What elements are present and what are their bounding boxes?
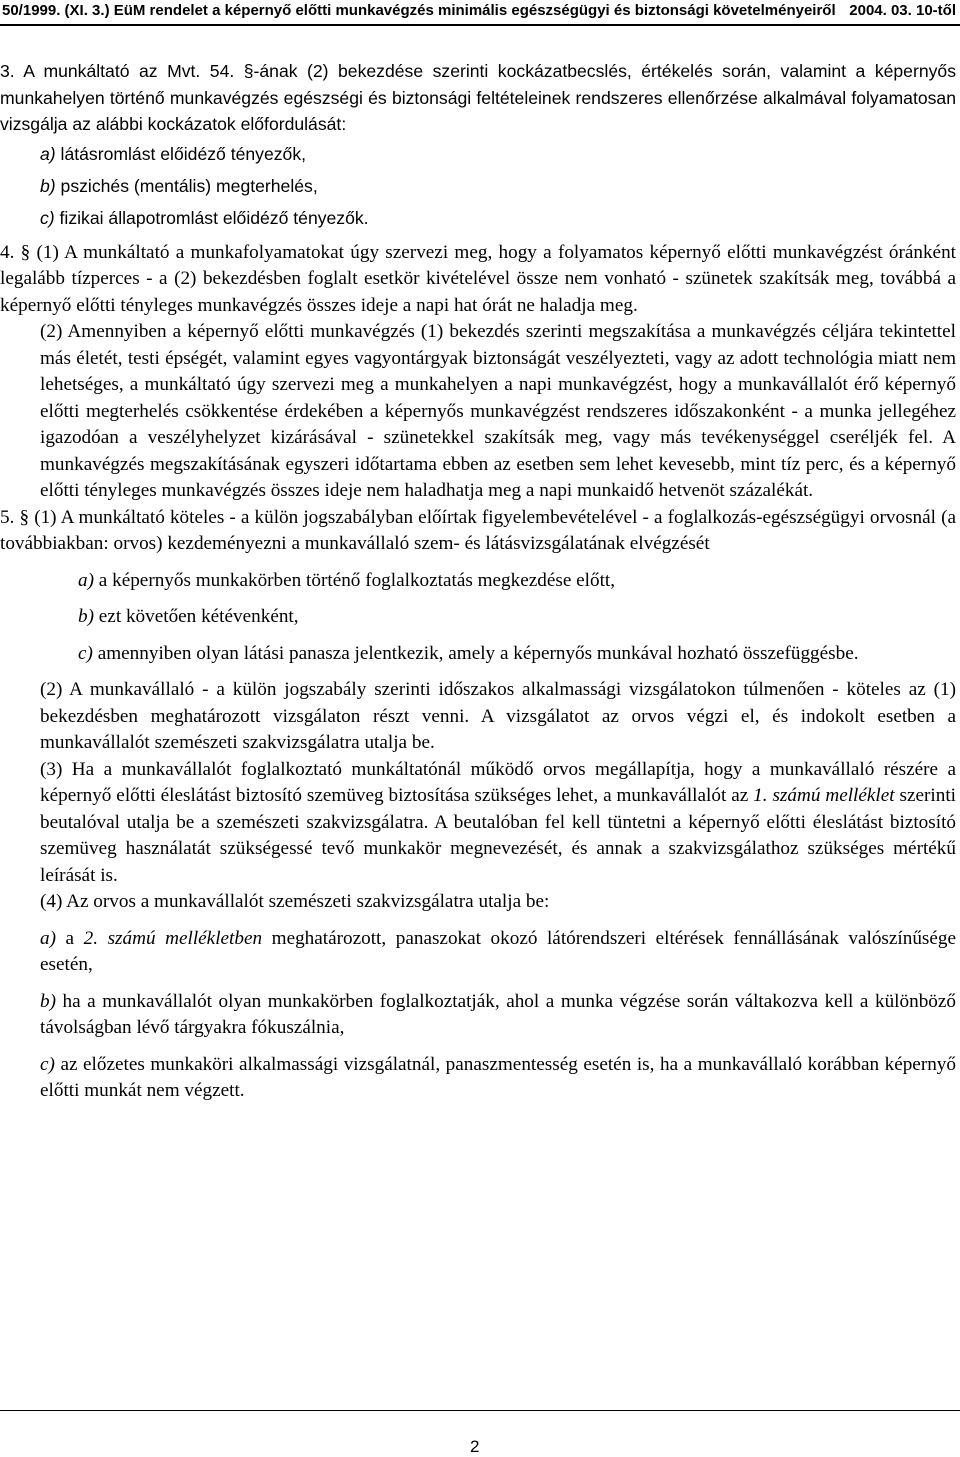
page-number: 2 bbox=[470, 1437, 480, 1456]
section-4-paragraph-1: 4. § (1) A munkáltató a munkafolyamatokat úgy szervezi meg, hogy a folyamatos képernyő előtti munkavégzést óránként legalább tízperces - a (2) bekezdésben foglalt esetkör kivételével össze nem vonható - szünetek szakítsák meg, továbbá a képernyő előtti tényleges munkavégzés összes ideje a napi hat órát ne haladja meg. bbox=[0, 241, 956, 316]
item-label: c) bbox=[40, 1053, 55, 1075]
header-title: 50/1999. (XI. 3.) EüM rendelet a képernyő előtti munkavégzés minimális egészségügyi és biztonsági követelményeiről bbox=[2, 2, 836, 19]
document-body bbox=[0, 58, 956, 1105]
list-item: a) látásromlást előidéző tényezők, bbox=[40, 143, 307, 164]
list-item: c) amennyiben olyan látási panasza jelentkezik, amely a képernyős munkával hozható összefüggésbe. bbox=[78, 642, 859, 664]
item-label: b) bbox=[40, 990, 56, 1012]
item-label: b) bbox=[78, 606, 94, 627]
page-header bbox=[0, 0, 960, 26]
list-item: c) az előzetes munkaköri alkalmassági vizsgálatnál, panaszmentesség esetén is, ha a munkavállaló korábban képernyő előtti munkát nem végzett. bbox=[40, 1053, 956, 1101]
list-item: b) ha a munkavállalót olyan munkakörben foglalkoztatják, ahol a munka végzése során váltakozva kell a különböző távolságban lévő tárgyakra fókuszálnia, bbox=[40, 990, 956, 1038]
item-label: b) bbox=[40, 175, 56, 196]
section-4-paragraph-2: (2) Amennyiben a képernyő előtti munkavégzés (1) bekezdés szerinti megszakítása a munkavégzés céljára tekintettel más életét, testi épségét, valamint egyes vagyontárgyak biztonságát veszélyezteti, vagy az adott technológia miatt nem lehetséges, a munkáltató úgy szervezi meg a munkahelyen a napi munkavégzést, hogy a munkavállalót érő képernyő előtti megterhelés csökkentése érdekében a képernyős munkavégzést rendszeres időszakonként - a munka jellegéhez igazodóan a veszélyhelyzet kizárásával - szünetekkel szakítsák meg, vagy más tevékenységgel cseréljék fel. A munkavégzés megszakításának egyszeri időtartama ebben az esetben sem lehet kevesebb, mint tíz perc, és a képernyő előtti tényleges munkavégzés összes ideje nem haladhatja meg a napi munkaidő hetvenöt százalékát. bbox=[40, 321, 956, 501]
section-3-intro: 3. A munkáltató az Mvt. 54. §-ának (2) bekezdése szerinti kockázatbecslés, értékelés során, valamint a képernyős munkahelyen történő munkavégzés egészségi és biztonsági feltételeinek rendszeres ellenőrzése alkalmával folyamatosan vizsgálja az alábbi kockázatok előfordulását: bbox=[0, 61, 956, 134]
list-item: a) a 2. számú mellékletben meghatározott, panaszokat okozó látórendszeri eltérések fennállásának valószínűsége esetén, bbox=[40, 927, 957, 975]
annex-1-reference: 1. számú melléklet bbox=[753, 785, 895, 806]
section-3-list bbox=[0, 138, 956, 234]
list-item: a) a képernyős munkakörben történő foglalkoztatás megkezdése előtt, bbox=[78, 569, 616, 591]
section-5-paragraph-3: (3) Ha a munkavállalót foglalkoztató munkáltatónál működő orvos megállapítja, hogy a munkavállaló részére a képernyő előtti éleslátást biztosító szemüveg biztosítása szükséges lehet, a munkavállalót az 1. számú melléklet szerinti beutalóval utalja be a szemészeti szakvizsgálatra. A beutalóban fel kell tüntetni a képernyő előtti éleslátást biztosító szemüveg használatát szükségessé tevő munkakör megnevezését, és annak a szakvizsgálathoz szükséges mértékű leírását is. bbox=[40, 758, 957, 886]
section-5-paragraph-2: (2) A munkavállaló - a külön jogszabály szerinti időszakos alkalmassági vizsgálatokon túlmenően - köteles az (1) bekezdésben meghatározott vizsgálaton részt venni. A vizsgálatot az orvos végzi el, és indokolt esetben a munkavállalót szemészeti szakvizsgálatra utalja be. bbox=[40, 679, 956, 753]
item-label: a) bbox=[40, 927, 56, 949]
item-label: c) bbox=[78, 642, 93, 664]
annex-2-reference: 2. számú mellékletben bbox=[83, 927, 263, 949]
list-item: b) pszichés (mentális) megterhelés, bbox=[40, 175, 318, 196]
section-5-paragraph-4: (4) Az orvos a munkavállalót szemészeti szakvizsgálatra utalja be: bbox=[40, 891, 550, 912]
list-item: c) fizikai állapotromlást előidéző tényezők. bbox=[40, 207, 369, 228]
list-item: b) ezt követően kétévenként, bbox=[78, 606, 299, 627]
page-footer bbox=[0, 1410, 960, 1456]
header-date: 2004. 03. 10-től bbox=[849, 2, 956, 19]
item-label: c) bbox=[40, 207, 55, 228]
section-3 bbox=[0, 58, 956, 234]
section-5-paragraph-1: 5. § (1) A munkáltató köteles - a külön jogszabályban előírtak figyelembevételével - a foglalkozás-egészségügyi orvosnál (a továbbiakban: orvos) kezdeményezni a munkavállaló szem- és látásvizsgálatának elvégzését bbox=[0, 506, 956, 554]
item-label: a) bbox=[40, 143, 56, 164]
item-label: a) bbox=[78, 569, 94, 591]
